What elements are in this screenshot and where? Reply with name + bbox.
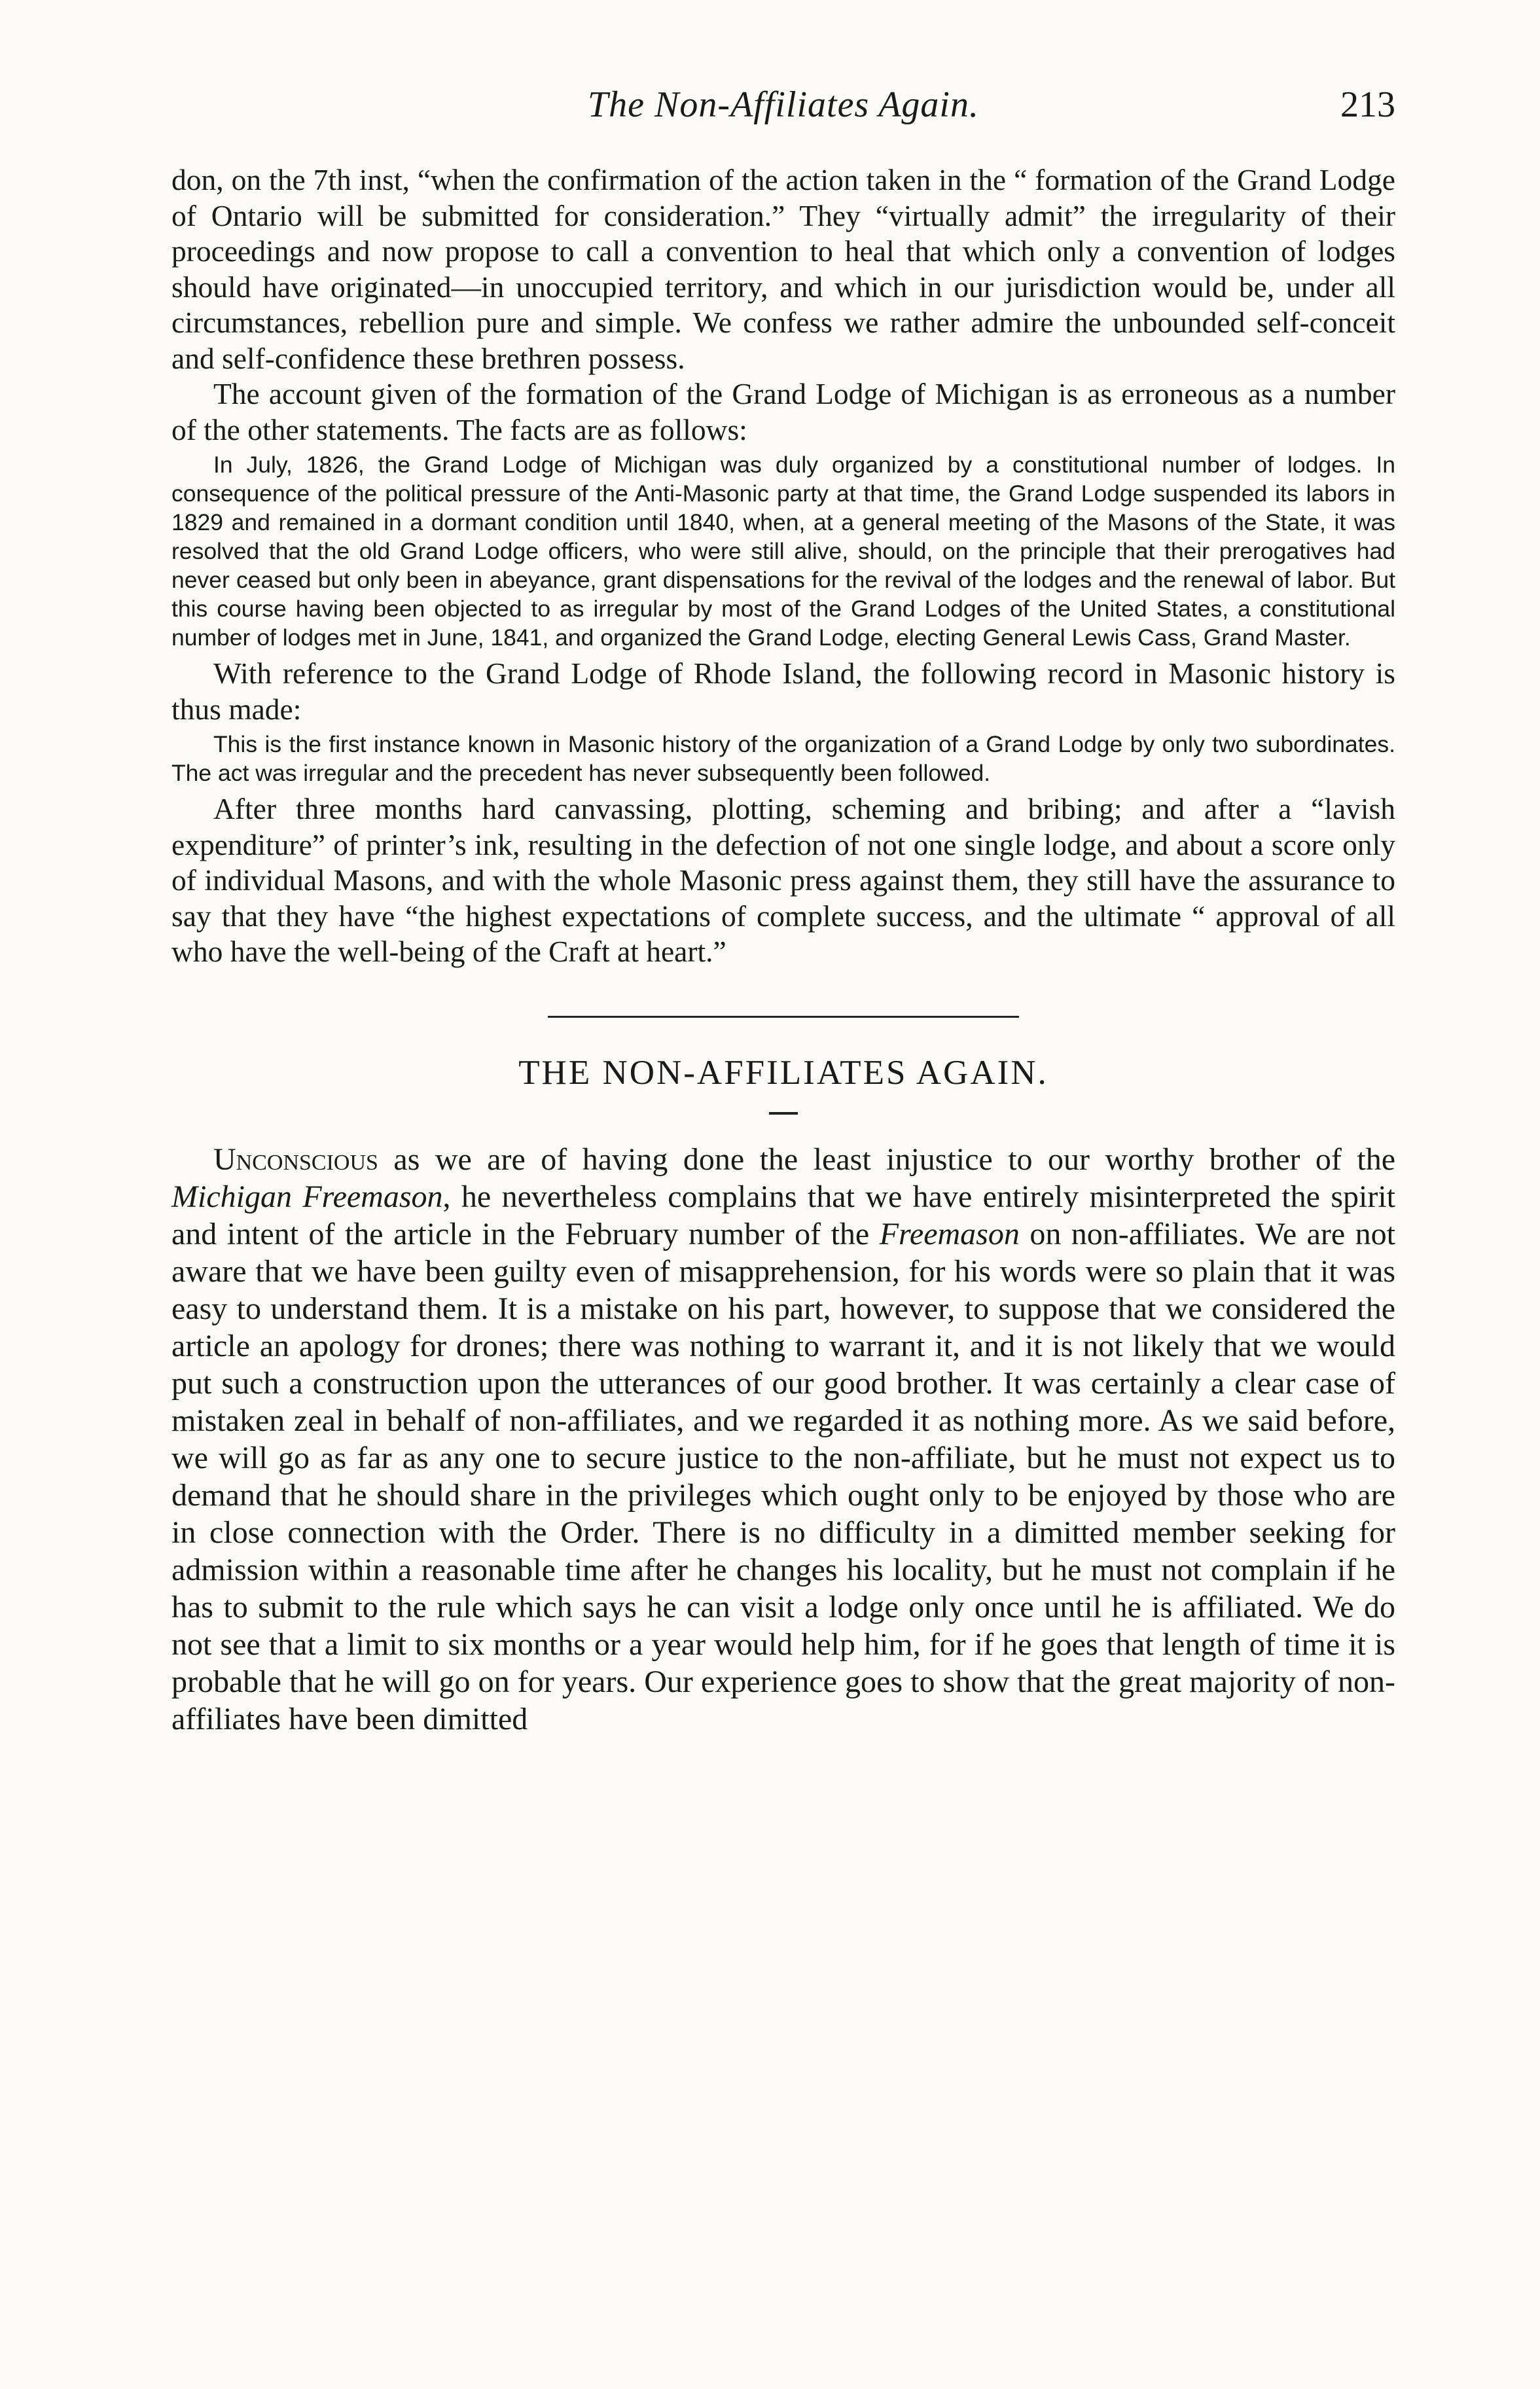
- continued-paragraph-4: After three months hard canvassing, plotting, scheming and bribing; and after a “lavish expenditure” of printer’s ink, resulting in the defection of not one single lodge, and about a score only of individual Masons, and with the whole Masonic press against them, they still have the assurance to say that they have “the highest expectations of complete success, and the ultimate “ approval of all who have the well-being of the Craft at heart.”: [171, 792, 1395, 968]
- quote-michigan-history: In July, 1826, the Grand Lodge of Michigan was duly organized by a constitutional number of lodges. In consequence of the political pressure of the Anti-Masonic party at that time, the Grand Lodge suspended its labors in 1829 and remained in a dormant condition until 1840, when, at a general meeting of the Masons of the State, it was resolved that the old Grand Lodge officers, who were still alive, should, on the principle that their prerogatives had never ceased but only been in abeyance, grant dispensations for the revival of the lodges and the renewal of labor. But this course having been objected to as irregular by most of the Grand Lodges of the United States, a constitutional number of lodges met in June, 1841, and organized the Grand Lodge, electing General Lewis Cass, Grand Master.: [171, 452, 1395, 651]
- title-underline: [769, 1112, 798, 1115]
- article-title: THE NON-AFFILIATES AGAIN.: [518, 1053, 1048, 1092]
- article-segment-2: , he nevertheless complains that we have entirely misinterpreted the spirit and intent of the article in the February number of the: [171, 1179, 1395, 1251]
- article-paragraph: [171, 1141, 1395, 1738]
- continued-paragraph-1: don, on the 7th inst, “when the confirmation of the action taken in the “ formation of the Grand Lodge of Ontario will be submitted for consideration.” They “virtually admit” the irregularity of their proceedings and now propose to call a convention to heal that which only a convention of lodges should have originated—in unoccupied territory, and which in our jurisdiction would be, under all circumstances, rebellion pure and simple. We confess we rather admire the unbounded self-conceit and self-confidence these brethren possess.: [171, 163, 1395, 375]
- continued-paragraph-3: With reference to the Grand Lodge of Rhode Island, the following record in Masonic history is thus made:: [171, 656, 1395, 726]
- section-divider: [548, 1016, 1019, 1018]
- page: [171, 84, 1395, 1738]
- lead-word: Unconscious: [213, 1141, 378, 1177]
- article-segment-3: on non-affiliates. We are not aware that we have been guilty even of misapprehension, for his words were so plain that it was easy to understand them. It is a mistake on his part, however, to suppose that we considered the article an apology for drones; there was nothing to warrant it, and it is not likely that we would put such a construction upon the utterances of our good brother. It was certainly a clear case of mistaken zeal in behalf of non-affiliates, and we regarded it as nothing more. As we said before, we will go as far as any one to secure justice to the non-affiliate, but he must not expect us to demand that he should share in the privileges which ought only to be enjoyed by those who are in close connection with the Order. There is no difficulty in a dimitted member seeking for admission within a reasonable time after he changes his locality, but he must not complain if he has to submit to the rule which says he can visit a lodge only once until he is affiliated. We do not see that a limit to six months or a year would help him, for if he goes that length of time it is probable that he will go on for years. Our experience goes to show that the great majority of non-affiliates have been dimitted: [171, 1216, 1395, 1736]
- publication-michigan-freemason: Michigan Freemason: [171, 1179, 443, 1214]
- running-title: The Non-Affiliates Again.: [588, 84, 979, 125]
- continued-paragraph-2: The account given of the formation of the Grand Lodge of Michigan is as erroneous as a number of the other statements. The facts are as follows:: [171, 377, 1395, 446]
- article-segment-1: as we are of having done the least injustice to our worthy brother of the: [378, 1141, 1395, 1177]
- running-header: [171, 84, 1395, 162]
- publication-freemason: Freemason: [879, 1216, 1020, 1251]
- quote-rhode-island-history: This is the first instance known in Masonic history of the organization of a Grand Lodge by only two subordinates. The act was irregular and the precedent has never subsequently been followed.: [171, 731, 1395, 786]
- page-number: 213: [1340, 84, 1395, 125]
